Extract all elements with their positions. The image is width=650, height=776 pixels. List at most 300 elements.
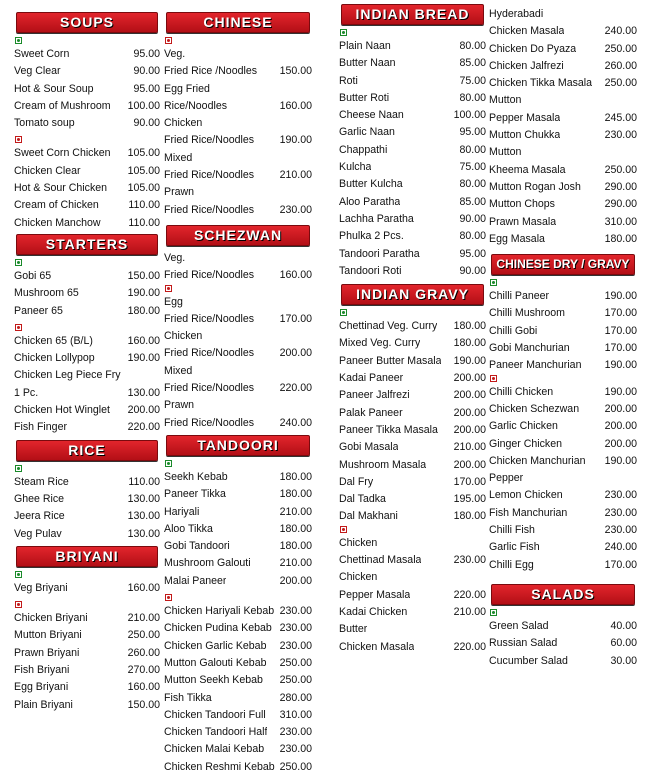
menu-item bbox=[339, 639, 486, 656]
item-price: 260.00 bbox=[604, 59, 637, 72]
menu-item bbox=[489, 41, 637, 58]
item-name: Pepper Masala bbox=[489, 111, 561, 124]
rice-section bbox=[14, 440, 160, 543]
item-name: Mutton Galouti Kebab bbox=[164, 656, 267, 669]
item-price: 75.00 bbox=[459, 74, 486, 87]
item-name: Palak Paneer bbox=[339, 406, 403, 419]
menu-item bbox=[489, 110, 637, 127]
item-price: 180.00 bbox=[279, 540, 312, 553]
indian-bread-title: INDIAN BREAD bbox=[355, 6, 470, 22]
item-name: Butter Roti bbox=[339, 91, 390, 104]
item-price: 130.00 bbox=[127, 527, 160, 540]
item-name: Fish Tikka bbox=[164, 691, 212, 704]
starters-banner bbox=[16, 234, 158, 255]
item-name: Mutton Chops bbox=[489, 198, 555, 211]
menu-item bbox=[164, 690, 312, 707]
menu-item bbox=[164, 267, 312, 284]
menu-list bbox=[489, 6, 637, 248]
item-price: 100.00 bbox=[127, 99, 160, 112]
menu-item bbox=[489, 436, 637, 453]
non-veg-icon bbox=[15, 136, 22, 143]
menu-item bbox=[339, 552, 486, 569]
item-name: Mixed Veg. Curry bbox=[339, 337, 421, 350]
item-name: Chicken 65 (B/L) bbox=[14, 334, 93, 347]
item-price: 250.00 bbox=[279, 674, 312, 687]
item-price: 230.00 bbox=[604, 506, 637, 519]
menu-list bbox=[339, 535, 486, 656]
item-name: Butter Naan bbox=[339, 57, 396, 70]
item-name: Fried Rice/Noodles bbox=[164, 312, 255, 325]
menu-item bbox=[164, 294, 312, 311]
column-2 bbox=[164, 0, 312, 776]
item-price: 170.00 bbox=[453, 475, 486, 488]
rice-title: RICE bbox=[68, 441, 106, 458]
item-price: 170.00 bbox=[604, 307, 637, 320]
item-name: Pepper Masala bbox=[339, 588, 411, 601]
item-name: Chicken Masala bbox=[489, 25, 565, 38]
item-price: 130.00 bbox=[127, 510, 160, 523]
item-price: 210.00 bbox=[127, 612, 160, 625]
menu-item bbox=[14, 303, 160, 320]
chinese-title: CHINESE bbox=[203, 14, 273, 30]
item-name: Chicken bbox=[164, 117, 203, 130]
item-price: 30.00 bbox=[610, 654, 637, 667]
item-name: Dal Makhani bbox=[339, 510, 398, 523]
item-price: 80.00 bbox=[459, 178, 486, 191]
menu-item bbox=[14, 645, 160, 662]
menu-list bbox=[164, 469, 312, 590]
item-name: Chicken Schezwan bbox=[489, 402, 580, 415]
salads-title: SALADS bbox=[531, 585, 595, 602]
item-price: 190.00 bbox=[127, 352, 160, 365]
item-name: Egg Briyani bbox=[14, 681, 69, 694]
item-name: Garlic Chicken bbox=[489, 420, 558, 433]
item-price: 85.00 bbox=[459, 195, 486, 208]
item-name: Garlic Naan bbox=[339, 126, 395, 139]
item-name: Chicken Tikka Masala bbox=[489, 77, 593, 90]
item-price: 230.00 bbox=[279, 639, 312, 652]
item-name: Fish Briyani bbox=[14, 664, 70, 677]
menu-item bbox=[489, 487, 637, 504]
menu-item bbox=[164, 202, 312, 219]
menu-item bbox=[489, 92, 637, 109]
item-price: 230.00 bbox=[279, 743, 312, 756]
item-name: Kadai Chicken bbox=[339, 605, 408, 618]
soups-section bbox=[14, 12, 160, 232]
item-price: 210.00 bbox=[279, 169, 312, 182]
item-name: Mushroom Masala bbox=[339, 458, 427, 471]
column-4 bbox=[489, 0, 637, 670]
item-name: Veg Pulav bbox=[14, 527, 62, 540]
menu-item bbox=[164, 311, 312, 328]
item-name: Chilli Egg bbox=[489, 558, 534, 571]
item-price: 170.00 bbox=[604, 342, 637, 355]
menu-item bbox=[489, 144, 637, 161]
item-price: 200.00 bbox=[604, 420, 637, 433]
menu-item bbox=[14, 508, 160, 525]
menu-item bbox=[339, 508, 486, 525]
item-price: 180.00 bbox=[604, 232, 637, 245]
veg-icon bbox=[340, 29, 347, 36]
item-name: Chicken Malai Kebab bbox=[164, 743, 265, 756]
menu-item bbox=[489, 58, 637, 75]
item-price: 200.00 bbox=[604, 402, 637, 415]
item-price: 230.00 bbox=[279, 605, 312, 618]
menu-item bbox=[14, 627, 160, 644]
menu-item bbox=[164, 504, 312, 521]
menu-item bbox=[489, 231, 637, 248]
item-name: Chicken Pudina Kebab bbox=[164, 622, 272, 635]
item-name: Cream of Mushroom bbox=[14, 99, 111, 112]
item-name: Chicken Masala bbox=[339, 640, 415, 653]
menu-item bbox=[14, 333, 160, 350]
item-name: Aloo Paratha bbox=[339, 195, 401, 208]
item-price: 200.00 bbox=[604, 437, 637, 450]
menu-item bbox=[14, 350, 160, 367]
item-name: Hot & Sour Soup bbox=[14, 82, 94, 95]
menu-item bbox=[164, 184, 312, 201]
menu-item bbox=[14, 81, 160, 98]
menu-item bbox=[339, 246, 486, 263]
menu-list bbox=[14, 474, 160, 543]
non-veg-icon bbox=[490, 375, 497, 382]
item-name: Egg Fried bbox=[164, 82, 210, 95]
item-price: 250.00 bbox=[279, 656, 312, 669]
menu-item bbox=[164, 638, 312, 655]
item-name: Plain Naan bbox=[339, 40, 391, 52]
item-name: Egg bbox=[164, 295, 183, 308]
item-name: Butter bbox=[339, 623, 368, 636]
item-name: Plain Briyani bbox=[14, 698, 73, 711]
menu-item bbox=[164, 115, 312, 132]
item-price: 190.00 bbox=[604, 290, 637, 303]
item-name: Fried Rice/Noodles bbox=[164, 416, 255, 429]
item-price: 95.00 bbox=[459, 247, 486, 260]
menu-list bbox=[14, 333, 160, 437]
menu-item bbox=[14, 697, 160, 714]
item-name: Paneer Tikka Masala bbox=[339, 423, 438, 436]
item-price: 180.00 bbox=[453, 320, 486, 333]
item-price: 200.00 bbox=[279, 347, 312, 360]
item-name: Chicken Lollypop bbox=[14, 352, 95, 365]
column-1 bbox=[14, 0, 160, 714]
non-veg-icon bbox=[165, 594, 172, 601]
item-price: 200.00 bbox=[453, 458, 486, 471]
item-name: Chicken Manchow bbox=[14, 216, 101, 229]
menu-item bbox=[339, 370, 486, 387]
menu-item bbox=[164, 167, 312, 184]
item-name: Ginger Chicken bbox=[489, 437, 563, 450]
veg-icon bbox=[15, 571, 22, 578]
menu-item bbox=[164, 759, 312, 776]
item-price: 180.00 bbox=[453, 337, 486, 350]
salads-section bbox=[489, 584, 637, 670]
menu-item bbox=[14, 662, 160, 679]
menu-item bbox=[339, 535, 486, 552]
item-price: 190.00 bbox=[604, 454, 637, 467]
item-price: 180.00 bbox=[127, 304, 160, 317]
briyani-banner bbox=[16, 546, 158, 567]
item-price: 160.00 bbox=[127, 334, 160, 347]
menu-item bbox=[164, 521, 312, 538]
menu-item bbox=[164, 98, 312, 115]
item-price: 250.00 bbox=[604, 42, 637, 55]
menu-item bbox=[489, 618, 637, 635]
menu-list bbox=[339, 38, 486, 280]
item-name: Chicken Hot Winglet bbox=[14, 404, 110, 417]
item-price: 230.00 bbox=[604, 129, 637, 142]
item-price: 220.00 bbox=[127, 421, 160, 434]
item-price: 80.00 bbox=[459, 91, 486, 104]
item-price: 220.00 bbox=[279, 382, 312, 395]
item-name: Dal Tadka bbox=[339, 493, 386, 506]
item-name: Fried Rice/Noodles bbox=[164, 347, 255, 360]
menu-item bbox=[489, 75, 637, 92]
briyani-title: BRIYANI bbox=[55, 547, 119, 564]
menu-item bbox=[164, 46, 312, 63]
item-price: 160.00 bbox=[127, 581, 160, 594]
item-name: Roti bbox=[339, 74, 358, 87]
menu-item bbox=[339, 474, 486, 491]
item-name: Fried Rice/Noodles bbox=[164, 382, 255, 395]
item-price: 240.00 bbox=[604, 541, 637, 554]
menu-item bbox=[489, 6, 637, 23]
chinese-dry-title: CHINESE DRY / GRAVY bbox=[496, 257, 630, 272]
item-name: Mushroom 65 bbox=[14, 287, 79, 300]
item-price: 310.00 bbox=[279, 708, 312, 721]
item-name: Fish Finger bbox=[14, 421, 67, 434]
menu-item bbox=[339, 124, 486, 141]
menu-item bbox=[489, 453, 637, 470]
briyani-section bbox=[14, 546, 160, 714]
item-price: 160.00 bbox=[279, 99, 312, 112]
menu-item bbox=[164, 380, 312, 397]
item-name: Prawn Briyani bbox=[14, 646, 80, 659]
menu-item bbox=[489, 23, 637, 40]
soups-title: SOUPS bbox=[59, 14, 114, 30]
menu-item bbox=[14, 163, 160, 180]
item-price: 180.00 bbox=[453, 510, 486, 523]
item-price: 180.00 bbox=[279, 522, 312, 535]
item-price: 240.00 bbox=[604, 25, 637, 38]
item-price: 230.00 bbox=[453, 554, 486, 567]
salads-banner bbox=[491, 584, 635, 605]
menu-item bbox=[164, 345, 312, 362]
menu-item bbox=[339, 159, 486, 176]
menu-item bbox=[489, 179, 637, 196]
item-price: 90.00 bbox=[459, 212, 486, 225]
item-price: 100.00 bbox=[453, 109, 486, 122]
item-price: 280.00 bbox=[279, 691, 312, 704]
item-name: Mutton bbox=[489, 94, 522, 107]
item-price: 150.00 bbox=[127, 269, 160, 282]
item-price: 105.00 bbox=[127, 147, 160, 160]
menu-item bbox=[164, 538, 312, 555]
menu-item bbox=[14, 145, 160, 162]
menu-item bbox=[14, 46, 160, 63]
item-price: 95.00 bbox=[133, 48, 160, 60]
item-price: 130.00 bbox=[127, 492, 160, 505]
indian-bread-banner bbox=[341, 4, 484, 25]
menu-item bbox=[339, 73, 486, 90]
item-price: 200.00 bbox=[127, 404, 160, 417]
menu-item bbox=[489, 505, 637, 522]
menu-item bbox=[14, 385, 160, 402]
menu-item bbox=[164, 363, 312, 380]
item-name: Kulcha bbox=[339, 161, 372, 174]
item-price: 90.00 bbox=[459, 264, 486, 277]
indian-bread-section bbox=[339, 4, 486, 280]
item-name: Fish Manchurian bbox=[489, 506, 568, 519]
item-price: 200.00 bbox=[453, 389, 486, 402]
item-name: Chicken Jalfrezi bbox=[489, 59, 564, 72]
item-name: Prawn Masala bbox=[489, 215, 557, 228]
item-name: Veg. bbox=[164, 251, 186, 264]
item-name: Chicken Garlic Kebab bbox=[164, 639, 267, 652]
item-price: 80.00 bbox=[459, 143, 486, 156]
item-name: Paneer 65 bbox=[14, 304, 63, 317]
item-name: Chicken bbox=[339, 536, 378, 549]
item-name: Chilli Mushroom bbox=[489, 307, 565, 320]
menu-item bbox=[14, 474, 160, 491]
item-price: 105.00 bbox=[127, 164, 160, 177]
item-name: Dal Fry bbox=[339, 475, 374, 488]
item-name: Chicken Briyani bbox=[14, 612, 88, 625]
item-name: Chicken Do Pyaza bbox=[489, 42, 577, 55]
item-name: Gobi Manchurian bbox=[489, 342, 570, 355]
menu-list bbox=[164, 250, 312, 285]
menu-item bbox=[14, 610, 160, 627]
starters-title: STARTERS bbox=[45, 235, 129, 252]
menu-item bbox=[164, 620, 312, 637]
menu-item bbox=[14, 197, 160, 214]
menu-list bbox=[164, 294, 312, 432]
item-price: 210.00 bbox=[453, 605, 486, 618]
item-price: 230.00 bbox=[604, 489, 637, 502]
menu-list bbox=[489, 384, 637, 574]
item-name: Lemon Chicken bbox=[489, 489, 563, 502]
menu-item bbox=[339, 142, 486, 159]
menu-item bbox=[14, 419, 160, 436]
item-price: 160.00 bbox=[127, 681, 160, 694]
item-price: 230.00 bbox=[604, 524, 637, 537]
item-price: 260.00 bbox=[127, 646, 160, 659]
menu-list bbox=[14, 46, 160, 132]
item-name: Gobi Tandoori bbox=[164, 540, 230, 553]
item-price: 190.00 bbox=[453, 354, 486, 367]
item-price: 245.00 bbox=[604, 111, 637, 124]
item-price: 90.00 bbox=[133, 117, 160, 130]
item-name: Lachha Paratha bbox=[339, 212, 414, 225]
menu-list bbox=[164, 46, 312, 219]
menu-item bbox=[164, 573, 312, 590]
item-name: Green Salad bbox=[489, 619, 549, 632]
item-name: Cream of Chicken bbox=[14, 199, 99, 212]
item-price: 220.00 bbox=[453, 640, 486, 653]
menu-item bbox=[339, 55, 486, 72]
veg-icon bbox=[15, 465, 22, 472]
veg-icon bbox=[490, 609, 497, 616]
item-name: Chicken Clear bbox=[14, 164, 81, 177]
item-name: Chicken Tandoori Half bbox=[164, 726, 268, 739]
non-veg-icon bbox=[340, 526, 347, 533]
item-price: 290.00 bbox=[604, 198, 637, 211]
item-name: Mutton Chukka bbox=[489, 129, 561, 142]
menu-item bbox=[339, 353, 486, 370]
item-price: 210.00 bbox=[279, 505, 312, 518]
menu-item bbox=[14, 491, 160, 508]
menu-item bbox=[164, 328, 312, 345]
item-name: Mutton bbox=[489, 146, 522, 159]
menu-item bbox=[164, 486, 312, 503]
item-price: 230.00 bbox=[279, 726, 312, 739]
item-name: Russian Salad bbox=[489, 637, 558, 650]
menu-item bbox=[164, 469, 312, 486]
veg-icon bbox=[490, 279, 497, 286]
menu-item bbox=[164, 250, 312, 267]
item-name: Garlic Fish bbox=[489, 541, 540, 554]
item-price: 240.00 bbox=[279, 416, 312, 429]
item-name: Mixed bbox=[164, 151, 193, 164]
item-name: Veg. bbox=[164, 48, 186, 60]
item-price: 110.00 bbox=[128, 216, 160, 229]
item-name: Sweet Corn Chicken bbox=[14, 147, 111, 160]
menu-item bbox=[339, 107, 486, 124]
item-name: Jeera Rice bbox=[14, 510, 65, 523]
menu-item bbox=[489, 539, 637, 556]
menu-list bbox=[14, 580, 160, 597]
menu-item bbox=[339, 176, 486, 193]
item-price: 110.00 bbox=[128, 475, 160, 488]
item-price: 230.00 bbox=[279, 622, 312, 635]
item-price: 180.00 bbox=[279, 488, 312, 501]
item-name: Sweet Corn bbox=[14, 48, 70, 60]
menu-item bbox=[164, 415, 312, 432]
tandoori-section bbox=[164, 435, 312, 776]
item-price: 210.00 bbox=[453, 441, 486, 454]
item-name: Aloo Tikka bbox=[164, 522, 213, 535]
item-price: 200.00 bbox=[453, 423, 486, 436]
menu-item bbox=[339, 387, 486, 404]
item-name: Fried Rice /Noodles bbox=[164, 65, 258, 78]
item-name: Pepper bbox=[489, 472, 524, 485]
item-price: 190.00 bbox=[127, 287, 160, 300]
item-price: 220.00 bbox=[453, 588, 486, 601]
item-name: Steam Rice bbox=[14, 475, 69, 488]
menu-item bbox=[489, 470, 637, 487]
item-price: 95.00 bbox=[133, 82, 160, 95]
item-name: Malai Paneer bbox=[164, 574, 227, 587]
menu-item bbox=[164, 707, 312, 724]
item-price: 170.00 bbox=[279, 312, 312, 325]
item-name: Prawn bbox=[164, 399, 195, 412]
menu-item bbox=[339, 439, 486, 456]
item-price: 90.00 bbox=[133, 65, 160, 78]
item-name: Butter Kulcha bbox=[339, 178, 403, 191]
menu-item bbox=[14, 285, 160, 302]
item-price: 170.00 bbox=[604, 324, 637, 337]
schezwan-title: SCHEZWAN bbox=[193, 226, 283, 243]
item-name: Paneer Butter Masala bbox=[339, 354, 442, 367]
indian-gravy-banner bbox=[341, 284, 484, 305]
menu-item bbox=[14, 526, 160, 543]
schezwan-banner bbox=[166, 225, 310, 246]
item-name: Kheema Masala bbox=[489, 163, 566, 176]
item-name: Mutton Seekh Kebab bbox=[164, 674, 263, 687]
item-name: Chilli Chicken bbox=[489, 385, 554, 398]
menu-item bbox=[164, 132, 312, 149]
item-price: 190.00 bbox=[604, 385, 637, 398]
